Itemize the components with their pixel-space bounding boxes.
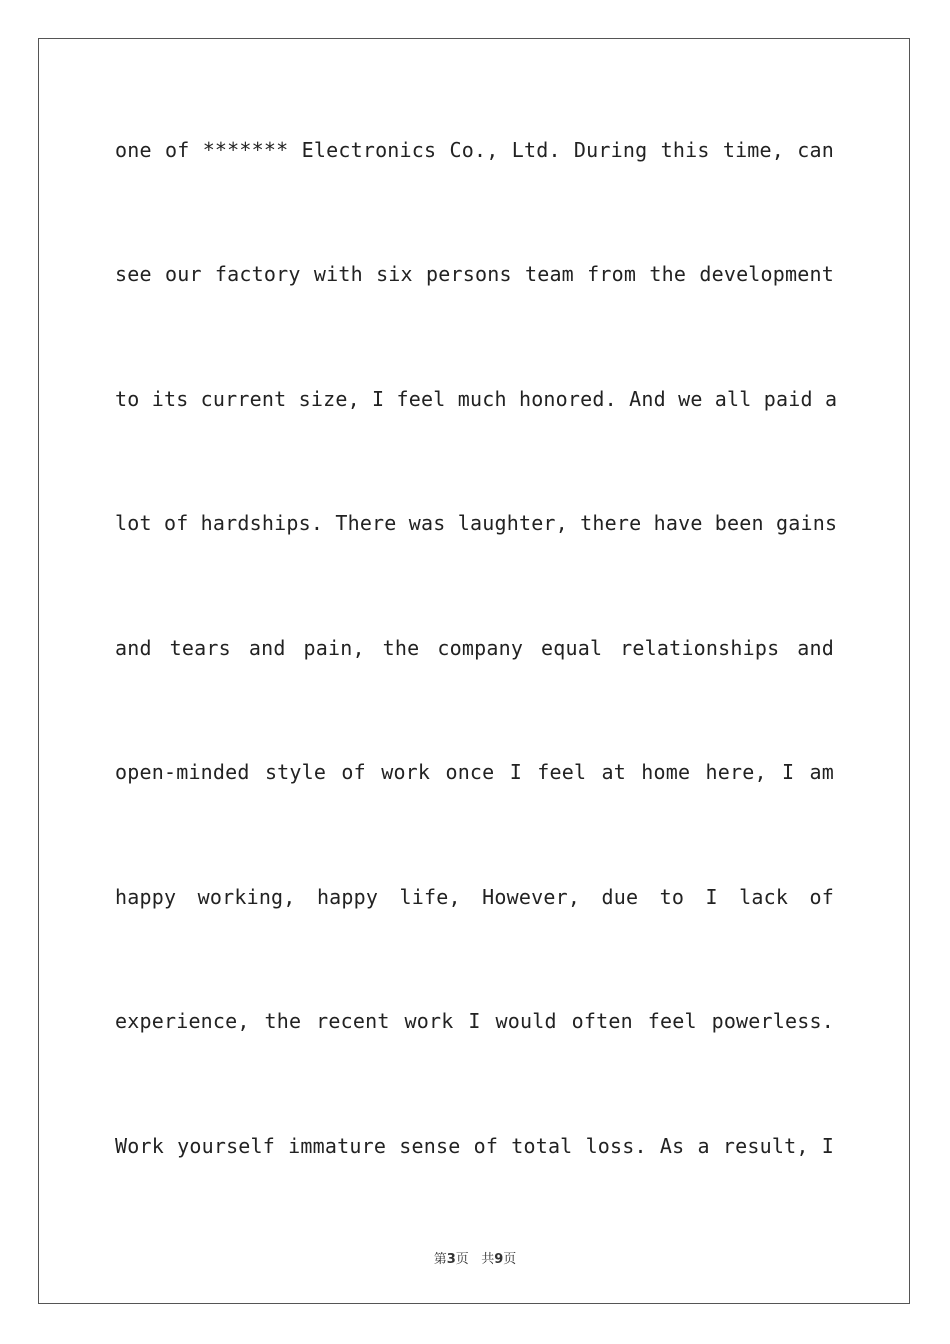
total-page-count: 9 <box>494 1252 504 1267</box>
text-line: experience, the recent work I would often feel powerless. <box>115 1009 834 1033</box>
text-line: Work yourself immature sense of total loss. As a result, I <box>115 1134 834 1158</box>
footer-total-prefix: 共 <box>481 1252 495 1267</box>
footer-total-suffix: 页 <box>503 1252 517 1267</box>
page-frame <box>38 38 910 1304</box>
text-line: see our factory with six persons team from the development <box>115 262 834 286</box>
page-number-footer <box>0 1248 950 1267</box>
footer-page-suffix: 页 <box>455 1252 469 1267</box>
text-line: happy working, happy life, However, due to I lack of <box>115 885 834 909</box>
text-line: one of ******* Electronics Co., Ltd. During this time, can <box>115 138 834 162</box>
text-line: and tears and pain, the company equal relationships and <box>115 636 834 660</box>
footer-prefix: 第 <box>433 1252 447 1267</box>
text-line: lot of hardships. There was laughter, there have been gains <box>115 511 838 535</box>
text-line: open-minded style of work once I feel at home here, I am <box>115 760 834 784</box>
text-line: to its current size, I feel much honored. And we all paid a <box>115 387 838 411</box>
current-page-number: 3 <box>446 1252 456 1267</box>
